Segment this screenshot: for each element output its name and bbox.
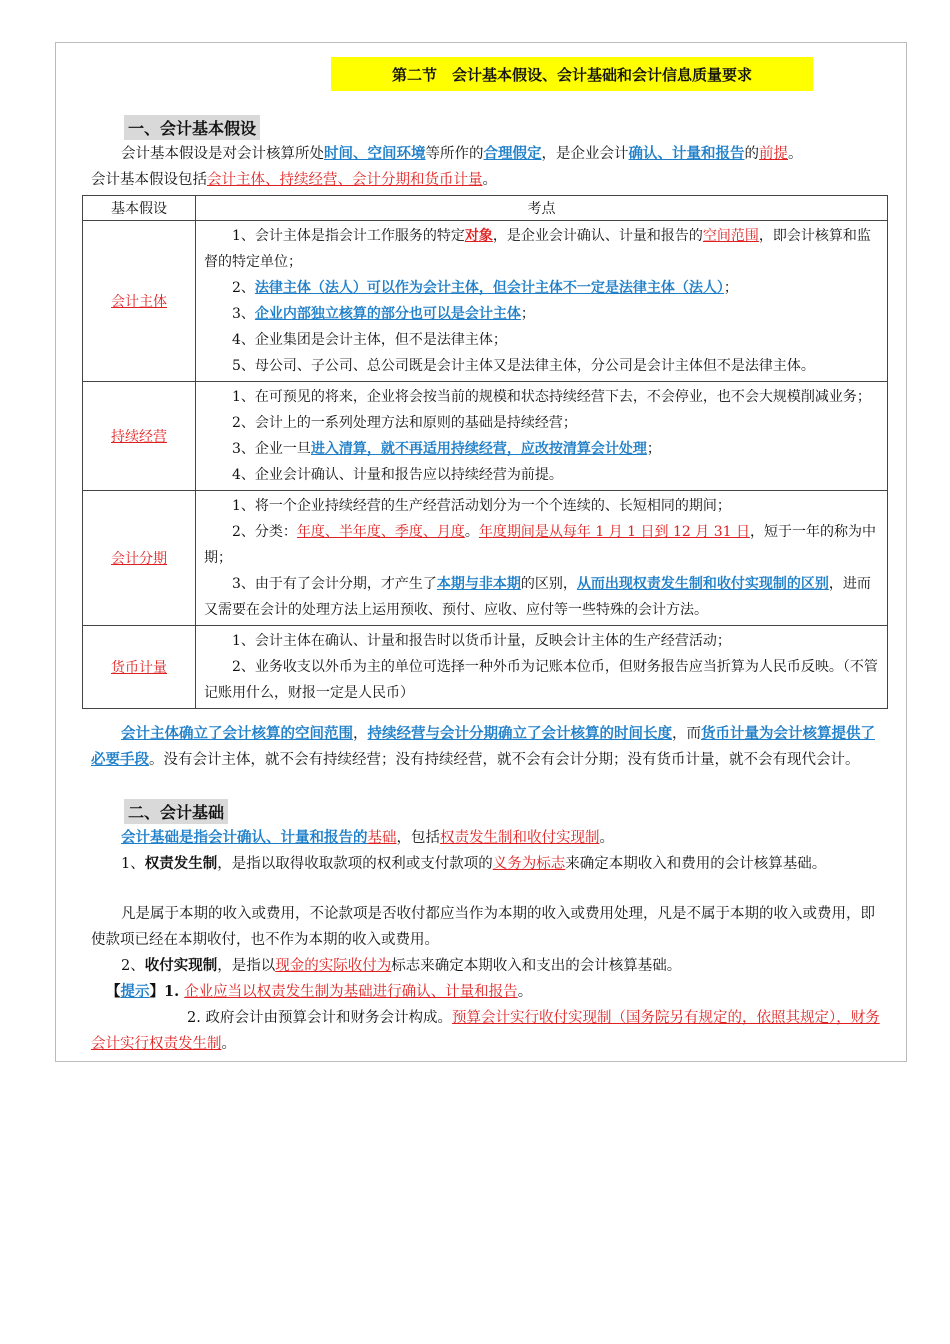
t: ，即会计核算和监督的特定单位； — [204, 228, 871, 270]
t: 基础 — [367, 830, 397, 846]
document-page — [55, 42, 907, 1062]
t: 3、 — [232, 306, 255, 322]
t: 2. 政府会计由预算会计和财务会计构成。 — [187, 1010, 452, 1026]
t: 时间、空间环境 — [324, 145, 426, 162]
basis-intro — [91, 825, 881, 851]
intro-paragraph-1 — [91, 141, 881, 167]
row-name — [83, 626, 196, 709]
section-title — [331, 57, 813, 91]
t: 企业内部独立核算的部分也可以是会计主体 — [254, 306, 521, 322]
t: 会计主体、持续经营、会计分期和货币计量 — [207, 172, 483, 188]
summary-paragraph — [91, 721, 881, 773]
t: ； — [646, 441, 661, 457]
t: 收付实现制 — [144, 957, 218, 974]
line: 1、会计主体在确认、计量和报告时以货币计量，反映会计主体的生产经营活动； — [232, 633, 731, 649]
t: 权责发生制和收付实现制 — [440, 830, 600, 846]
table-row — [83, 221, 888, 382]
t: 的 — [744, 146, 759, 162]
t: 年度期间是从每年 1 月 1 日到 12 月 31 日 — [478, 524, 750, 540]
t: 3、企业一旦 — [232, 441, 311, 457]
line — [204, 519, 881, 571]
t: ，包括 — [396, 830, 440, 846]
accrual-paragraph — [91, 851, 881, 877]
t: 确认、计量和报告 — [628, 145, 745, 162]
t: 会计分期 — [111, 551, 167, 567]
t: ； — [723, 280, 738, 296]
t: 的区别， — [520, 576, 577, 592]
t: 。没有会计主体，就不会有持续经营；没有持续经营，就不会有会计分期；没有货币计量，就不会有现代会计。 — [149, 752, 860, 768]
intro-paragraph-2 — [91, 167, 881, 193]
t: 2、 — [232, 280, 255, 296]
t: 来确定本期收入和费用的会计核算基础。 — [565, 856, 827, 872]
t: ，短于一年的称为中期； — [204, 524, 876, 566]
t: ，进而又需要在会计的处理方法上运用预收、预付、应收、应付等一些特殊的会计方法。 — [204, 576, 871, 618]
t: 3、由于有了会计分期，才产生了 — [232, 576, 437, 592]
cash-basis-paragraph — [91, 953, 881, 979]
t: 货币计量为会计核算提供了必要手段 — [91, 725, 875, 768]
row-name — [83, 491, 196, 626]
line — [204, 571, 881, 623]
line: 2、会计上的一系列处理方法和原则的基础是持续经营； — [232, 415, 577, 431]
t: 2、分类： — [232, 524, 297, 540]
t: 。 — [464, 524, 479, 540]
t: 会计主体确立了会计核算的空间范围 — [121, 725, 353, 742]
header-assumption: 基本假设 — [83, 196, 196, 221]
tip-line-1 — [106, 979, 896, 1005]
t: 义务为标志 — [492, 856, 566, 872]
t: ，是指以取得收取款项的权利或支付款项的 — [217, 856, 493, 872]
line: 4、企业会计确认、计量和报告应以持续经营为前提。 — [232, 467, 563, 483]
tip-label: 提示 — [120, 983, 150, 1000]
accrual-detail-paragraph: 凡是属于本期的收入或费用，不论款项是否收付都应当作为本期的收入或费用处理，凡是不属于本期的收入或费用，即使款项已经在本期收付，也不作为本期的收入或费用。 — [91, 906, 875, 948]
t: 会计基本假设包括 — [91, 172, 207, 188]
t: 权责发生制 — [144, 855, 218, 872]
line — [204, 436, 881, 462]
line — [204, 223, 881, 275]
t: 持续经营与会计分期确立了会计核算的时间长度 — [367, 725, 672, 742]
heading-basic-assumptions: 一、会计基本假设 — [124, 115, 260, 140]
header-keypoints: 考点 — [196, 196, 888, 221]
t: ，是企业会计 — [541, 146, 629, 162]
t: ； — [520, 306, 535, 322]
t: 对象 — [464, 228, 493, 244]
t: 空间范围 — [702, 228, 759, 244]
t: 合理假定 — [483, 145, 542, 162]
t: 1、 — [121, 856, 145, 872]
t: 会计主体 — [111, 294, 167, 310]
heading-accounting-basis: 二、会计基础 — [124, 799, 228, 824]
t: ，是指以 — [217, 958, 276, 974]
row-body — [196, 491, 888, 626]
t: 。 — [599, 830, 614, 846]
t: 法律主体（法人）可以作为会计主体，但会计主体不一定是法律主体（法人） — [254, 280, 724, 296]
t: 年度、半年度、季度、月度 — [296, 524, 465, 540]
row-name — [83, 382, 196, 491]
t: 。 — [221, 1036, 236, 1052]
line: 1、在可预见的将来，企业将会按当前的规模和状态持续经营下去，不会停业，也不会大规模削减业务； — [232, 389, 871, 405]
table-header-row — [83, 196, 888, 221]
line: 2、业务收支以外币为主的单位可选择一种外币为记账本位币，但财务报告应当折算为人民币反映。（不管记账用什么，财报一定是人民币） — [204, 659, 878, 701]
line: 4、企业集团是会计主体，但不是法律主体； — [232, 332, 507, 348]
t: ，而 — [672, 726, 701, 742]
assumption-table — [82, 195, 888, 709]
line — [204, 301, 881, 327]
t: 。 — [788, 146, 803, 162]
t: 企业应当以权责发生制为基础进行确认、计量和报告 — [184, 984, 518, 1000]
t: 【 — [106, 983, 121, 1000]
t: 持续经营 — [111, 429, 167, 445]
title-text: 第二节 会计基本假设、会计基础和会计信息质量要求 — [391, 65, 752, 84]
t: 预算会计实行收付实现制（国务院另有规定的，依照其规定），财务会计实行权责发生制 — [91, 1010, 880, 1052]
row-body — [196, 626, 888, 709]
t: 会计基础是指会计确认、计量和报告的 — [121, 829, 368, 846]
tip-line-2 — [91, 1005, 881, 1057]
t: 现金的实际收付为 — [275, 958, 392, 974]
t: 会计基本假设是对会计核算所处 — [121, 146, 324, 162]
t: 前提 — [759, 146, 788, 162]
t: 1、会计主体是指会计工作服务的特定 — [232, 228, 465, 244]
t: 。 — [517, 984, 533, 1000]
t: 本期与非本期 — [436, 576, 521, 592]
t: 。 — [482, 172, 497, 188]
t: 2、 — [121, 958, 145, 974]
row-body — [196, 221, 888, 382]
t: ，是企业会计确认、计量和报告的 — [492, 228, 703, 244]
t: 从而出现权责发生制和收付实现制的区别 — [576, 576, 829, 592]
table-row — [83, 382, 888, 491]
t: 货币计量 — [111, 660, 167, 676]
line: 5、母公司、子公司、总公司既是会计主体又是法律主体，分公司是会计主体但不是法律主体。 — [232, 358, 815, 374]
t: ， — [353, 726, 368, 742]
line — [204, 275, 881, 301]
row-body — [196, 382, 888, 491]
t: 】1. — [149, 983, 185, 1000]
t: 标志来确定本期收入和支出的会计核算基础。 — [391, 958, 682, 974]
line: 1、将一个企业持续经营的生产经营活动划分为一个个连续的、长短相同的期间； — [232, 498, 731, 514]
table-row — [83, 491, 888, 626]
t: 等所作的 — [425, 146, 484, 162]
t: 进入清算，就不再适用持续经营，应改按清算会计处理 — [310, 441, 647, 457]
row-name — [83, 221, 196, 382]
table-row — [83, 626, 888, 709]
